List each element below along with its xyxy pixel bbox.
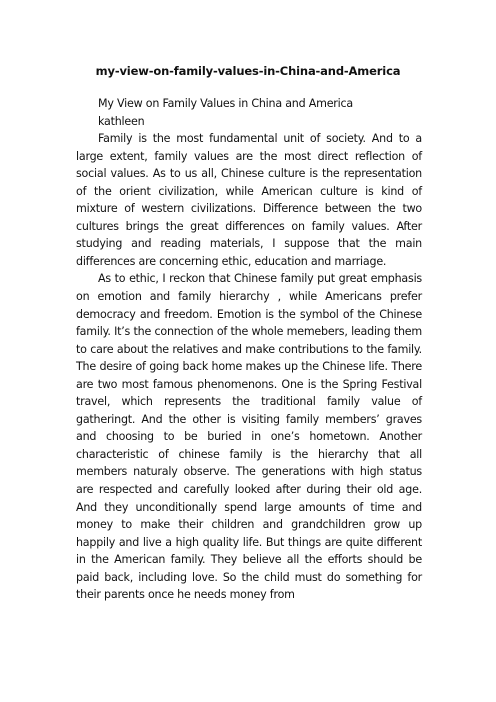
document-body	[76, 95, 422, 604]
author-name: kathleen	[98, 114, 145, 128]
article-heading: My View on Family Values in China and America	[98, 97, 353, 110]
paragraph-ethic: As to ethic, I reckon that Chinese family put great emphasis on emotion and family hierarchy , while Americans prefer democracy and freedom. Emotion is the symbol of the Chinese family. It’s the connection of the whole memebers, leading them to care about the relatives and make contributions to the family. The desire of going back home makes up the Chinese life. There are two most famous phenomenons. One is the Spring Festival travel, which represents the traditional family value of gatheringt. And the other is visiting family members’ graves and choosing to be buried in one’s hometown. Another characteristic of chinese family is the hierarchy that all members naturaly observe. The generations with high status are respected and carefully looked after during their old age. And they unconditionally spend large amounts of time and money to make their children and grandchildren grow up happily and live a high quality life. But things are quite different in the American family. They believe all the efforts should be paid back, including love. So the child must do something for their parents once he needs money from	[76, 272, 422, 602]
paragraph-introduction: Family is the most fundamental unit of society. And to a large extent, family values are the most direct reflection of social values. As to us all, Chinese culture is the representation of the orient civilization, while American culture is kind of mixture of western civilizations. Difference between the two cultures brings the great differences on family values. After studying and reading materials, I suppose that the main differences are concerning ethic, education and marriage.	[76, 132, 422, 268]
document-title: my-view-on-family-values-in-China-and-America	[95, 64, 401, 78]
